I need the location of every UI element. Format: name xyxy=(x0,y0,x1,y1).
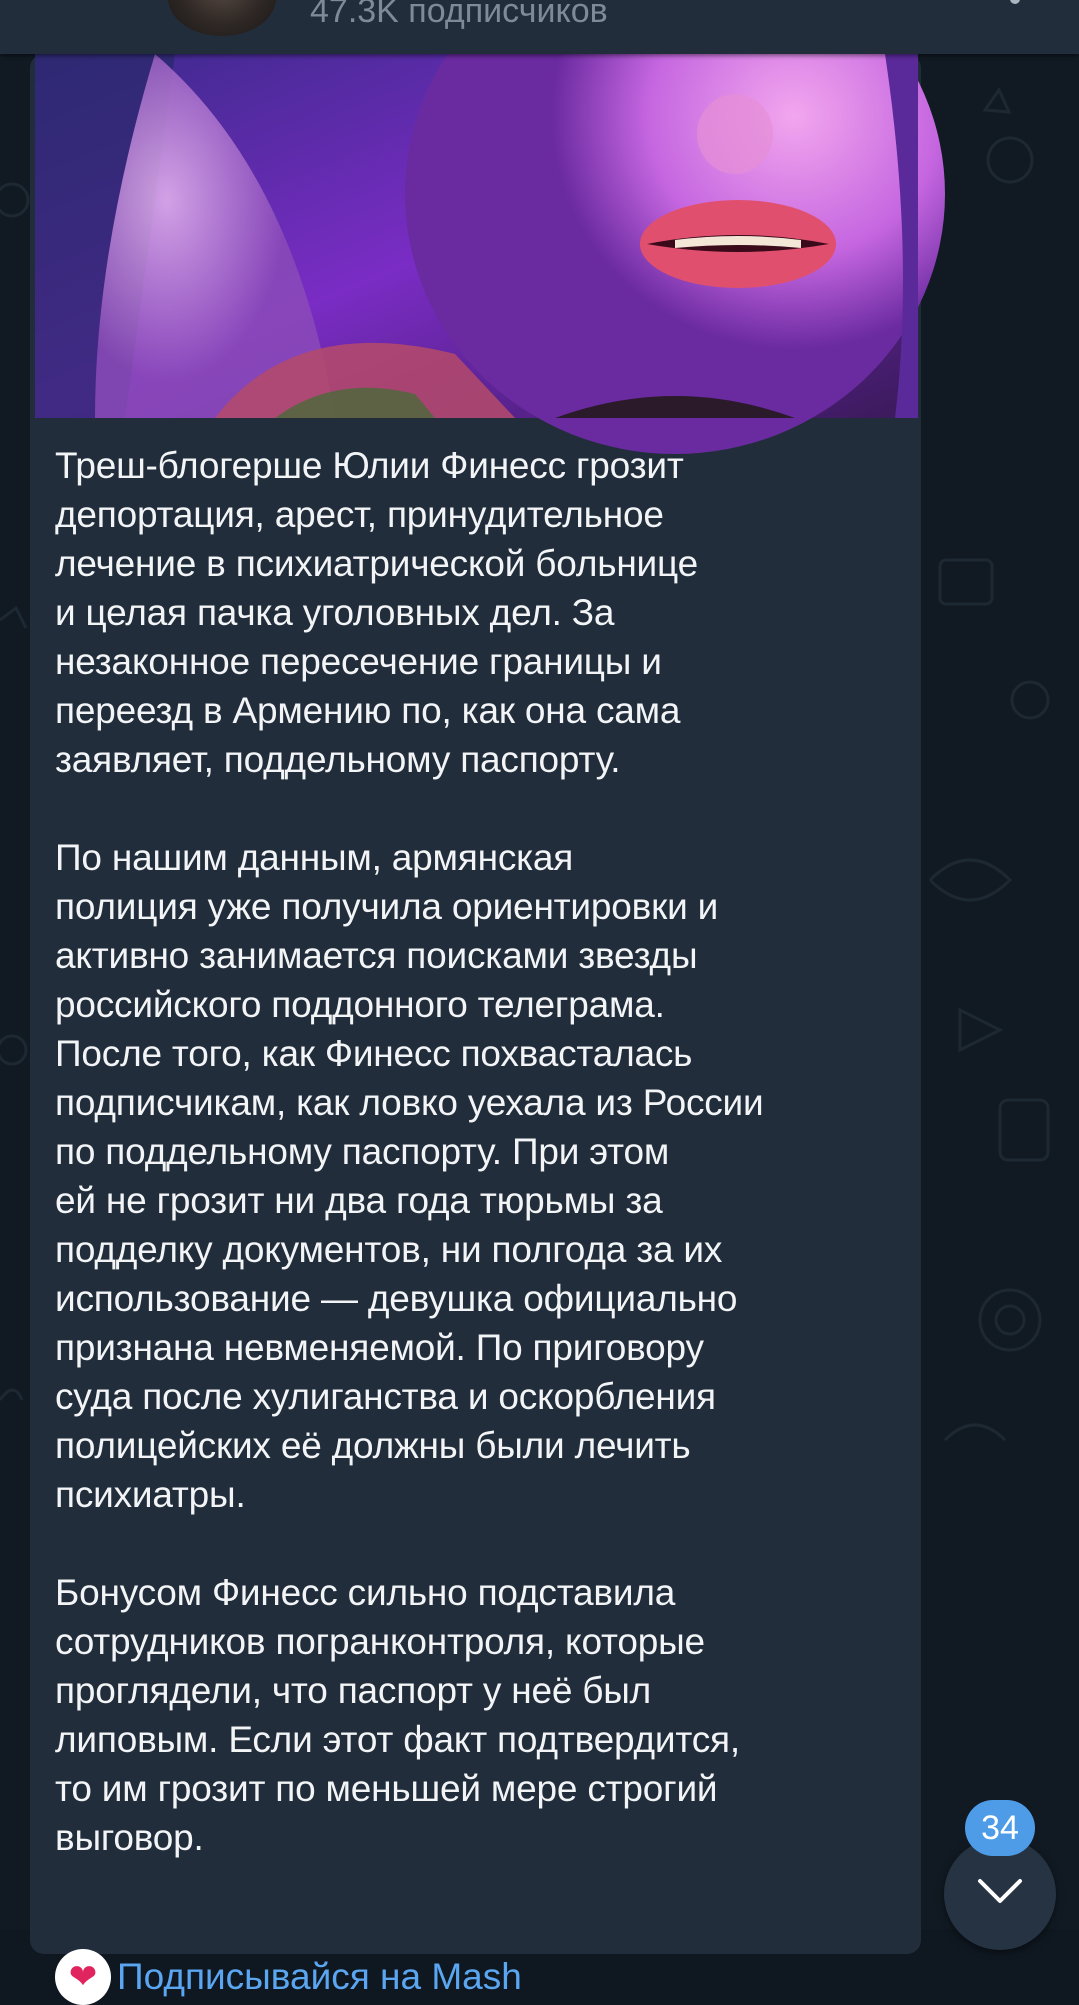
unread-count-badge: 34 xyxy=(965,1800,1035,1856)
post-photo[interactable] xyxy=(35,54,918,418)
chevron-down-icon xyxy=(976,1876,1024,1906)
more-menu-icon[interactable] xyxy=(1010,0,1020,4)
post-paragraph: Бонусом Финесс сильно подставила сотрудников погранконтроля, которые проглядели, что паспорт у неё был липовым. Если этот факт подтвердится, то им грозит по меньшей мере строгий выговор. xyxy=(55,1572,740,1858)
subscribe-link-label[interactable]: Подписывайся на Mash xyxy=(117,1956,522,1997)
post-paragraph: По нашим данным, армянская полиция уже получила ориентировки и активно занимается поисками звезды российского поддонного телеграма. После того, как Финесс похвасталась подписчикам, как ловко уехала из России по поддельному паспорту. При этом ей не грозит ни два года тюрьмы за подделку документов, ни полгода за их использование — девушка официально признана невменяемой. По приговору суда после хулиганства и оскорбления полицейских её должны были лечить психиатры. xyxy=(55,837,764,1515)
post-text xyxy=(55,441,910,1911)
channel-header[interactable] xyxy=(0,0,1079,54)
heart-icon: ❤ xyxy=(55,1949,111,2005)
subscribe-link[interactable] xyxy=(55,1952,522,2002)
subscriber-count: 47.3K подписчиков xyxy=(310,0,608,30)
post-bubble xyxy=(30,54,921,1997)
channel-avatar[interactable] xyxy=(168,0,276,36)
post-paragraph: Треш-блогерше Юлии Финесс грозит депортация, арест, принудительное лечение в психиатрической больнице и целая пачка уголовных дел. За незаконное пересечение границы и переезд в Армению по, как она сама заявляет, поддельному паспорту. xyxy=(55,445,698,780)
